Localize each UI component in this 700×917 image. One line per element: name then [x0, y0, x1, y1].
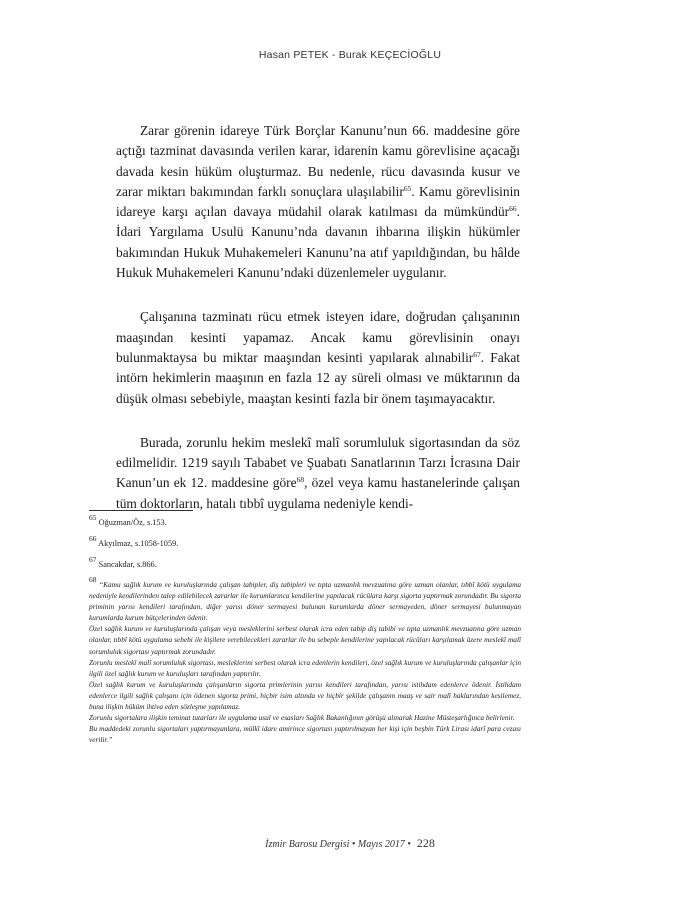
main-text: [116, 121, 520, 514]
text-run: . Fakat intörn hekimlerin maaşının en fazla 12 ay süreli olması ve müktarının da düşük olması sebebiyle, maaştan kesinti fazla bir önem taşımayacaktır.: [116, 349, 521, 406]
text-run: , özel veya kamu hastanelerinde çalışan tüm doktorların, hatalı tıbbî uygulama nedeniyle kendi-: [116, 475, 520, 511]
footnote-66: [89, 534, 521, 550]
text-run: Zarar görenin idareye Türk Borçlar Kanunu’nun 66. maddesine göre açtığı tazminat davasında verilen karar, idarenin kamu görevlisine açacağı davada kesin hüküm oluşturmaz. Bu nedenle, rücu davasında kusur ve zarar miktarı bakımından farklı sonuçlara ulaşılabilir: [116, 123, 520, 199]
paragraph-2: [116, 307, 520, 408]
footnote-65: [89, 513, 521, 529]
footnote-text: “Kamu sağlık kurum ve kuruluşlarında çalışan tabipler, diş tabipleri ve tıpta uzmanlık mevzuatına göre uzman olanlar, tıbbî kötü uygulama nedeniyle kendilerinden talep edilebilecek zararlar ile kurumlarınca kendilerine yapılacak rücûlara karşı sigorta yaptırmak zorundadır. Bu sigorta priminin yarısı kendileri tarafından, diğer yarısı döner sermayesi bulunan kurumlarda döner sermayeden, döner sermayesi bulunmayan kurumlarda kurum bütçelerinden ödenir.: [89, 580, 521, 623]
footnote-68-para: Özel sağlık kurum ve kuruluşlarında çalışan veya mesleklerini serbest olarak icra eden tabip diş tabibi ve tıpta uzmanlık mevzuatına göre uzman olanlar, tıbbî kötü uygulama sebebi ile kişilere verebilecekleri zararlar ile bu sebeple kendilerine yapılacak rücûları karşılamak üzere meslekî malî sorumluluk sigortası yaptırmak zorundadır.: [89, 624, 521, 656]
footnote-68-para: Zorunlu sigortalara ilişkin teminat tutarları ile uygulama usul ve esasları Sağlık Bakanlığının görüşü alınarak Hazine Müsteşarlığınca belirlenir.: [89, 713, 515, 723]
footnote-67: [89, 555, 521, 571]
footnote-68-para: Bu maddedeki zorunlu sigortaları yaptırmayanlara, mülkî idare amirince sigortası yaptırılmayan her kişi için beşbin Türk Lirası idarî para cezası verilir.”: [89, 724, 521, 745]
paragraph-3: [116, 433, 520, 514]
footnotes: [89, 513, 521, 745]
footnote-number: 66: [89, 534, 97, 543]
footnote-ref-68[interactable]: 68: [296, 475, 305, 485]
footnote-68-para: Zorunlu meslekî malî sorumluluk sigortası, mesleklerini serbest olarak icra edenlerin kendileri, özel sağlık kurum ve kuruluşlarında çalışanlar için ilgili özel sağlık kurum ve kuruluşları tarafından yaptırılır.: [89, 657, 521, 678]
text-run: . Kamu görevlisinin idareye karşı açılan davaya müdahil olarak katılması da mümkündür: [116, 183, 520, 220]
page-footer: [0, 836, 700, 851]
footnote-number: 68: [89, 575, 97, 584]
footnote-ref-66[interactable]: 66: [509, 204, 517, 214]
publication-name: İzmir Barosu Dergisi • Mayıs 2017 •: [265, 839, 411, 850]
paragraph-1: [116, 121, 520, 283]
text-run: . İdari Yargılama Usulü Kanunu’nda davanın ihbarına ilişkin hükümler bakımından Hukuk Muhakemeleri Kanunu’na atıf yapıldığından, bu hâlde Hukuk Muhakemeleri Kanunu’ndaki düzenlemeler uygulanır.: [116, 204, 520, 281]
footnote-68: [89, 575, 521, 745]
footnote-number: 65: [89, 513, 97, 522]
footnote-text: Sancakdar, s.866.: [98, 560, 157, 569]
footnote-separator: [89, 510, 193, 511]
footnote-68-para: Özel sağlık kurum ve kuruluşlarında çalışanların sigorta primlerinin yarısı kendileri tarafından, yarısı istihdam edenlerce ödenir. İstihdam edenlerce ilgili sağlık çalışanı için ödenen sigorta primi, hiçbir isim altında ve hiçbir şekilde çalışanın maaş ve sair malî haklarından kesilemez, buna ilişkin hüküm ihtiva eden sözleşme yapılamaz.: [89, 679, 521, 712]
footnote-ref-67[interactable]: 67: [473, 349, 481, 359]
page-number: 228: [416, 836, 435, 850]
running-header: Hasan PETEK - Burak KEÇECİOĞLU: [258, 49, 442, 61]
footnote-text: Oğuzman/Öz, s.153.: [98, 518, 167, 527]
footnote-number: 67: [89, 555, 97, 564]
footnote-text: Akyılmaz, s.1058-1059.: [98, 539, 179, 548]
footnote-68-para: [89, 575, 521, 623]
text-run: Burada, zorunlu hekim meslekî malî sorumluluk sigortasından da söz edilmelidir. 1219 sayılı Tababet ve Şuabatı Sanatlarının Tarzı İcrasına Dair Kanun’un ek 12. maddesine göre: [116, 434, 520, 491]
text-run: Çalışanına tazminatı rücu etmek isteyen idare, doğrudan çalışanının maaşından kesinti yapamaz. Ancak kamu görevlisinin onayı bulunmaktaysa bu miktar maaşından kesinti yapılarak alınabilir: [116, 309, 520, 365]
footnote-ref-65[interactable]: 65: [403, 183, 412, 193]
